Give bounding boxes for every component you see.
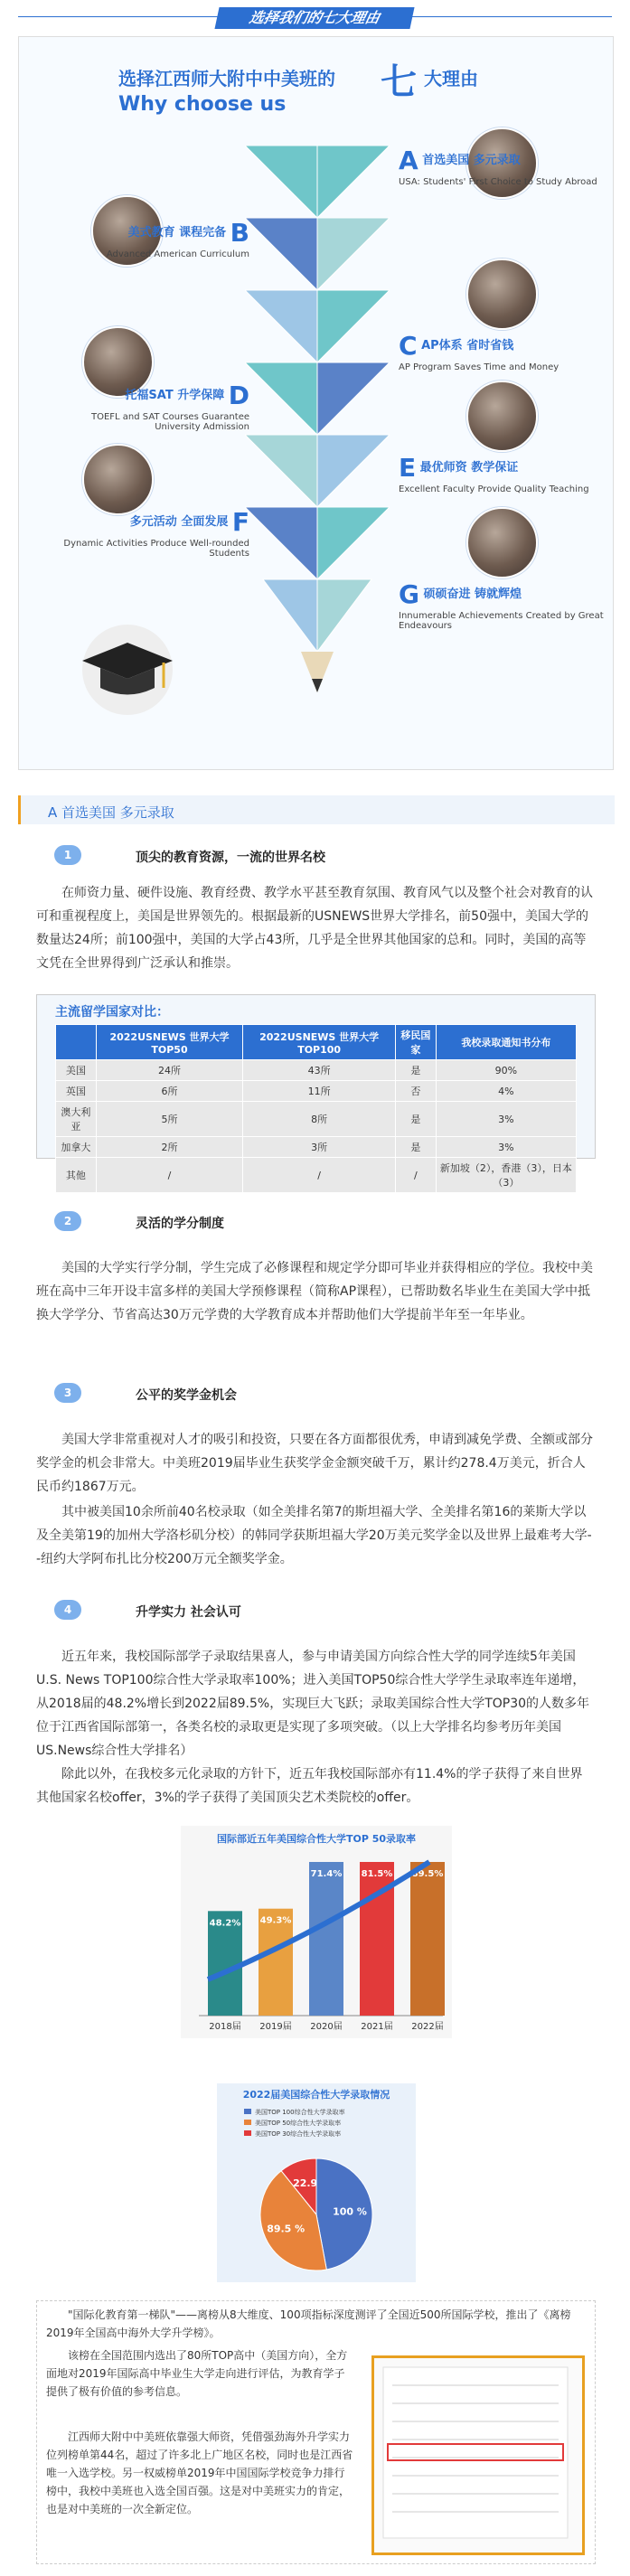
paragraph-2: 美国的大学实行学分制，学生完成了必修课程和规定学分即可毕业并获得相应的学位。我校中美班在高中三年开设丰富多样的美国大学预修课程（简称AP课程），已帮助数名毕业生在美国大学中抵换大学学分、节省高达30万元学费的大学教育成本并帮助他们大学提前半年至一年毕业。 <box>36 1261 593 1322</box>
paragraph-1: 在师资力量、硬件设施、教育经费、教学水平甚至教育氛围、教育风气以及整个社会对教育的认可和重视程度上，美国是世界领先的。根据最新的USNEWS世界大学排名，前50强中，美国大学的数量达24所；前100强中，美国的大学占43所，几乎是全世界其他国家的总和。同时，美国的高等文凭在全世界得到广泛承认和推崇。 <box>36 886 593 971</box>
bar-chart-title: 国际部近五年美国综合性大学TOP 50录取率 <box>216 1833 417 1845</box>
table-row <box>56 1060 577 1081</box>
banner <box>0 0 630 36</box>
table-cell: 美国 <box>56 1060 97 1081</box>
reason-f: 多元活动 全面发展 F Dynamic Activities Produce Well-rounded Students <box>63 507 249 559</box>
photo-g <box>466 507 538 578</box>
paragraph-4: 近五年来，我校国际部学子录取结果喜人，参与申请美国方向综合性大学的同学连续5年美国U.S. News TOP100综合性大学录取率100%；进入美国TOP50综合性大学学生录取率连年递增，从2018届的48.2%增长到2022届89.5%，实现巨大飞跃；录取美国综合性大学TOP30的人数多年位于江西省国际部第一，各类名校的录取更是实现了多项突破。（以上大学排名均参考历年美国US.News综合性大学排名） <box>36 1650 590 1758</box>
reason-e: E 最优师资 教学保证 Excellent Faculty Provide Quality Teaching <box>399 453 589 494</box>
table-cell: 90% <box>436 1060 576 1081</box>
reason-g: G 硕硕奋进 铸就辉煌 Innumerable Achievements Created by Great Endeavours <box>399 579 604 631</box>
table-cell: 加拿大 <box>56 1137 97 1158</box>
table-header-4: 我校录取通知书分布 <box>436 1025 576 1060</box>
hero-title: 选择江西师大附中中美班的 <box>118 68 335 89</box>
bar-category-0: 2018届 <box>209 2022 241 2032</box>
photo-f <box>82 444 154 515</box>
table-header-3: 移民国家 <box>396 1025 437 1060</box>
item-2 <box>54 1211 224 1231</box>
ranking-section <box>36 2300 596 2564</box>
reason-c: C AP体系 省时省钱 AP Program Saves Time and Money <box>399 331 559 372</box>
item-number: 3 <box>54 1383 81 1403</box>
pencil-graphic <box>245 146 390 697</box>
table-cell: 是 <box>396 1060 437 1081</box>
table-header-0 <box>56 1025 97 1060</box>
legend-label-0: 美国TOP 100综合性大学录取率 <box>255 2109 345 2116</box>
reason-b: 美式教育 课程完备 B Advanced American Curriculum <box>106 218 249 259</box>
comparison-table <box>36 994 596 1189</box>
hero-why: Why choose us <box>118 93 287 116</box>
item-4 <box>54 1600 241 1620</box>
bar-label-4: 89.5% <box>411 1869 444 1879</box>
bar-4 <box>410 1862 445 2016</box>
table-title: 主流留学国家对比： <box>55 1005 169 1020</box>
bar-chart-svg <box>181 1826 452 2038</box>
table-row <box>56 1081 577 1102</box>
ranking-list-image <box>374 2358 577 2547</box>
table-cell: 是 <box>396 1137 437 1158</box>
bar-2 <box>309 1862 343 2016</box>
item-1 <box>54 845 325 865</box>
bar-category-3: 2021届 <box>361 2022 393 2032</box>
table-cell: 其他 <box>56 1158 97 1193</box>
reason-d: 托福SAT 升学保障 D TOEFL and SAT Courses Guarantee University Admission <box>91 381 249 432</box>
banner-title: 选择我们的七大理由 <box>214 7 414 29</box>
comparison-grid <box>55 1024 577 1193</box>
paragraph-4b: 除此以外，在我校多元化录取的方针下，近五年我校国际部亦有11.4%的学子获得了来自世界其他国家名校offer，3%的学子获得了美国顶尖艺术类院校的offer。 <box>36 1767 583 1805</box>
pie-chart-svg <box>217 2083 416 2282</box>
table-cell: 3% <box>436 1137 576 1158</box>
legend-swatch-2 <box>244 2130 251 2136</box>
bar-label-3: 81.5% <box>361 1869 393 1879</box>
table-row <box>56 1158 577 1193</box>
table-cell: 英国 <box>56 1081 97 1102</box>
item-3 <box>54 1383 237 1403</box>
bar-category-1: 2019届 <box>259 2022 292 2032</box>
seven-reasons-graphic <box>18 36 614 770</box>
table-row <box>56 1137 577 1158</box>
ranking-text-3: 江西师大附中中美班依靠强大师资，凭借强劲海外升学实力位列榜单第44名，超过了许多北上广地区名校，同时也是江西省唯一入选学校。另一权威榜单2019年中国国际学校竞争力排行榜中，我校中美班也入选全国百强。这是对中美班实力的肯定，也是对中美班的一次全新定位。 <box>46 2430 353 2515</box>
ranking-image <box>371 2355 585 2555</box>
table-cell: 3所 <box>243 1137 396 1158</box>
table-cell: / <box>396 1158 437 1193</box>
table-cell: 澳大利亚 <box>56 1102 97 1137</box>
bar-chart <box>181 1826 452 2038</box>
table-cell: / <box>243 1158 396 1193</box>
table-cell: 3% <box>436 1102 576 1137</box>
hero-title-tail: 大理由 <box>424 68 478 89</box>
bar-category-4: 2022届 <box>411 2022 444 2032</box>
table-row <box>56 1102 577 1137</box>
bar-label-0: 48.2% <box>209 1918 241 1929</box>
graduation-cap-icon <box>73 616 182 715</box>
table-cell: 6所 <box>96 1081 243 1102</box>
legend-swatch-1 <box>244 2120 251 2125</box>
table-cell: 43所 <box>243 1060 396 1081</box>
item-number: 1 <box>54 845 81 865</box>
hero-seven: 七 <box>381 61 417 103</box>
item-number: 4 <box>54 1600 81 1620</box>
item-number: 2 <box>54 1211 81 1231</box>
item-title: 公平的奖学金机会 <box>136 1388 237 1403</box>
table-header-1: 2022USNEWS 世界大学TOP50 <box>96 1025 243 1060</box>
table-cell: 是 <box>396 1102 437 1137</box>
table-cell: 8所 <box>243 1102 396 1137</box>
legend-swatch-0 <box>244 2109 251 2114</box>
item-title: 顶尖的教育资源，一流的世界名校 <box>136 851 325 865</box>
table-cell: 新加坡（2），香港（3），日本（3） <box>436 1158 576 1193</box>
photo-c <box>466 259 538 330</box>
legend-label-1: 美国TOP 50综合性大学录取率 <box>255 2120 342 2127</box>
photo-e <box>466 381 538 452</box>
pie-label-1: 89.5 % <box>267 2223 306 2235</box>
pie-chart-title: 2022届美国综合性大学录取情况 <box>242 2089 390 2101</box>
table-cell: 11所 <box>243 1081 396 1102</box>
table-cell: 5所 <box>96 1102 243 1137</box>
pie-label-2: 22.9 <box>293 2176 318 2189</box>
item-title: 升学实力 社会认可 <box>136 1605 241 1620</box>
bar-label-1: 49.3% <box>259 1915 292 1926</box>
table-cell: 4% <box>436 1081 576 1102</box>
table-cell: 2所 <box>96 1137 243 1158</box>
ranking-text-2: 该榜在全国范围内选出了80所TOP高中（美国方向），全方面地对2019年国际高中毕业生大学走向进行评估，为教育学子提供了极有价值的参考信息。 <box>46 2349 348 2398</box>
item-title: 灵活的学分制度 <box>136 1217 224 1231</box>
reason-a: A 首选美国 多元录取 USA: Students' First Choice to Study Abroad <box>399 146 597 187</box>
bar-category-2: 2020届 <box>310 2022 343 2032</box>
section-heading: A 首选美国 多元录取 <box>18 795 615 824</box>
pie-chart <box>217 2083 416 2282</box>
table-cell: 24所 <box>96 1060 243 1081</box>
legend-label-2: 美国TOP 30综合性大学录取率 <box>255 2130 342 2138</box>
paragraph-3b: 其中被美国10余所前40名校录取（如全美排名第7的斯坦福大学、全美排名第16的莱斯大学以及全美第19的加州大学洛杉矶分校）的韩同学获斯坦福大学20万美元奖学金以及世界上最难考大学--纽约大学阿布扎比分校200万元全额奖学金。 <box>36 1505 592 1566</box>
table-header-2: 2022USNEWS 世界大学TOP100 <box>243 1025 396 1060</box>
bar-label-2: 71.4% <box>310 1869 343 1879</box>
ranking-text-1: "国际化教育第一梯队"——离榜从8大维度、100项指标深度测评了全国近500所国际学校，推出了《离榜2019年全国高中海外大学升学榜》。 <box>46 2308 571 2339</box>
paragraph-3: 美国大学非常重视对人才的吸引和投资，只要在各方面都很优秀，申请到减免学费、全额或部分奖学金的机会非常大。中美班2019届毕业生获奖学金金额突破千万，累计约278.4万美元，折合人民币约1867万元。 <box>36 1433 593 1494</box>
table-cell: 否 <box>396 1081 437 1102</box>
table-cell: / <box>96 1158 243 1193</box>
pie-label-0: 100 % <box>333 2205 367 2218</box>
